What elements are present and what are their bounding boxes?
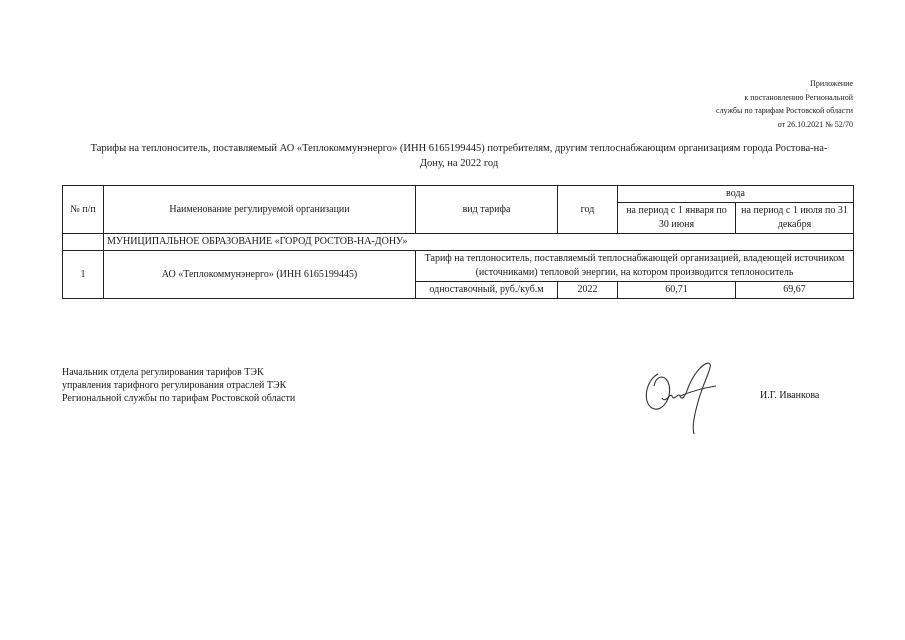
header-row (63, 186, 854, 203)
row-num: 1 (63, 251, 104, 299)
header-period-1: на период с 1 января по 30 июня (618, 203, 736, 234)
row-value-1: 60,71 (618, 282, 736, 299)
row-year: 2022 (558, 282, 618, 299)
appendix-line-1: Приложение (810, 79, 853, 88)
row-org: АО «Теплокоммунэнерго» (ИНН 6165199445) (104, 251, 416, 299)
document-title (68, 141, 850, 171)
header-water: вода (618, 186, 854, 203)
appendix-line-4: от 26.10.2021 № 52/70 (777, 119, 853, 129)
row-value-2: 69,67 (736, 282, 854, 299)
row-description: Тариф на теплоноситель, поставляемый теплоснабжающей организацией, владеющей источником (источниками) тепловой энергии, на котором производится теплоноситель (416, 251, 854, 282)
handwritten-signature-icon (636, 352, 724, 436)
position-line-3: Региональной службы по тарифам Ростовской области (62, 393, 296, 404)
position-line-2: управления тарифного регулирования отраслей ТЭК (62, 380, 287, 391)
header-tariff-type: вид тарифа (416, 186, 558, 234)
position-line-1: Начальник отдела регулирования тарифов ТЭК (62, 367, 264, 378)
header-num: № п/п (63, 186, 104, 234)
tariff-table (62, 185, 854, 299)
signatory-position (62, 366, 295, 405)
appendix-note (716, 77, 853, 131)
row-tariff-type: одноставочный, руб./куб.м (416, 282, 558, 299)
section-empty-cell (63, 234, 104, 251)
appendix-line-2: к постановлению Региональной (744, 92, 853, 102)
section-label: МУНИЦИПАЛЬНОЕ ОБРАЗОВАНИЕ «ГОРОД РОСТОВ-НА-ДОНУ» (104, 234, 854, 251)
section-row (63, 234, 854, 251)
table-row (63, 251, 854, 282)
header-period-2: на период с 1 июля по 31 декабря (736, 203, 854, 234)
title-line-2: Дону, на 2022 год (419, 158, 499, 169)
header-org: Наименование регулируемой организации (104, 186, 416, 234)
header-year: год (558, 186, 618, 234)
appendix-line-3: службы по тарифам Ростовской области (716, 106, 853, 115)
title-line-1: Тарифы на теплоноситель, поставляемый АО «Теплокоммунэнерго» (ИНН 6165199445) потребителям, другим теплоснабжающим организациям города Ростова-на- (90, 143, 828, 154)
signer-name: И.Г. Иванкова (760, 390, 820, 401)
